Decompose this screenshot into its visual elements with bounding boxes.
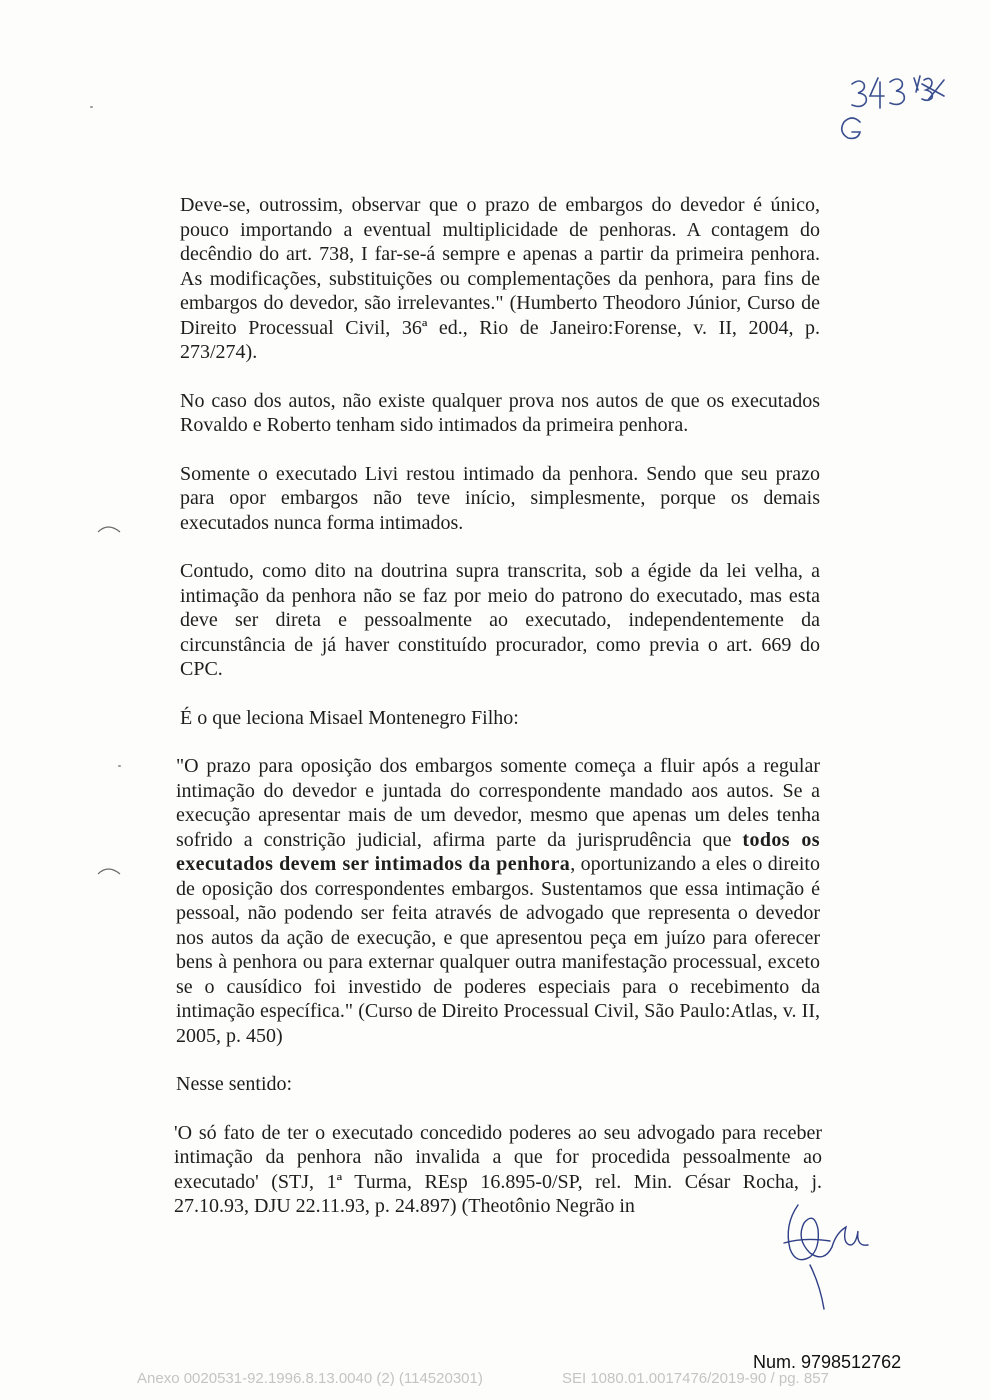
paragraph-executado-livi: Somente o executado Livi restou intimado da penhora. Sendo que seu prazo para opor embargos não teve início, simplesmente, porque os demais executados nunca forma intimados.	[180, 462, 820, 534]
paragraph-stj-citation: 'O só fato de ter o executado concedido poderes ao seu advogado para receber intimação da penhora não invalida a que for procedida pessoalmente ao executado' (STJ, 1ª Turma, REsp 16.895-0/SP, rel. Min. César Rocha, j. 27.10.93, DJU 22.11.93, p. 24.897) (Theotônio Negrão in	[174, 1121, 822, 1217]
footer-annex-id: Anexo 0020531-92.1996.8.13.0040 (2) (114520301)	[137, 1370, 483, 1387]
paragraph-theodoro-quote: Deve-se, outrossim, observar que o prazo de embargos do devedor é único, pouco importando a eventual multiplicidade de penhoras. A contagem do decêndio do art. 738, I far-se-á sempre e apenas a partir da primeira penhora. As modificações, substituições ou complementações da penhora, para fins de embargos do devedor, são irrelevantes." (Humberto Theodoro Júnior, Curso de Direito Processual Civil, 36ª ed., Rio de Janeiro:Forense, v. II, 2004, p. 273/274).	[180, 194, 820, 363]
handwritten-page-number	[838, 70, 958, 140]
document-body	[174, 193, 822, 1219]
paragraph-caso-autos: No caso dos autos, não existe qualquer prova nos autos de que os executados Rovaldo e Roberto tenham sido intimados da primeira penhora.	[180, 389, 820, 436]
quote-bold-text: todos os executados devem ser intimados da penhora	[176, 828, 820, 875]
paragraph-leciona: É o que leciona Misael Montenegro Filho:	[180, 706, 519, 729]
hole-punch-mark	[96, 520, 122, 534]
paragraph-contudo: Contudo, como dito na doutrina supra transcrita, sob a égide da lei velha, a intimação da penhora não se faz por meio do patrono do executado, mas esta deve ser direta e pessoalmente ao executado, independentemente da circunstância de já haver constituído procurador, como previa o art. 669 do CPC.	[180, 560, 820, 680]
hole-punch-mark	[96, 862, 122, 876]
document-number: Num. 9798512762	[753, 1352, 902, 1372]
scan-speck	[118, 765, 121, 767]
quote-text-before: "O prazo para oposição dos embargos somente começa a fluir após a regular intimação do devedor e juntada do correspondente mandado aos autos. Se a execução apresentar mais de um devedor, mesmo que apenas um deles tenha sofrido a constrição judicial, afirma parte da jurisprudência que	[176, 755, 820, 851]
paragraph-nesse-sentido: Nesse sentido:	[176, 1073, 293, 1095]
quote-text-after: , oportunizando a eles o direito de oposição dos correspondentes embargos. Sustentamos que essa intimação é pessoal, não podendo ser feita através de advogado que representa o devedor nos autos da ação de execução, e que apresentou peça em juízo para oferecer bens à penhora ou para externar qualquer outra manifestação processual, exceto se o causídico foi investido de poderes especiais para o recebimento da intimação específica." (Curso de Direito Processual Civil, São Paulo:Atlas, v. II, 2005, p. 450)	[176, 853, 820, 1047]
paragraph-montenegro-quote	[176, 754, 820, 1048]
handwritten-signature	[770, 1195, 870, 1315]
scan-speck	[90, 106, 93, 108]
footer-sei-page: SEI 1080.01.0017476/2019-90 / pg. 857	[562, 1370, 829, 1387]
